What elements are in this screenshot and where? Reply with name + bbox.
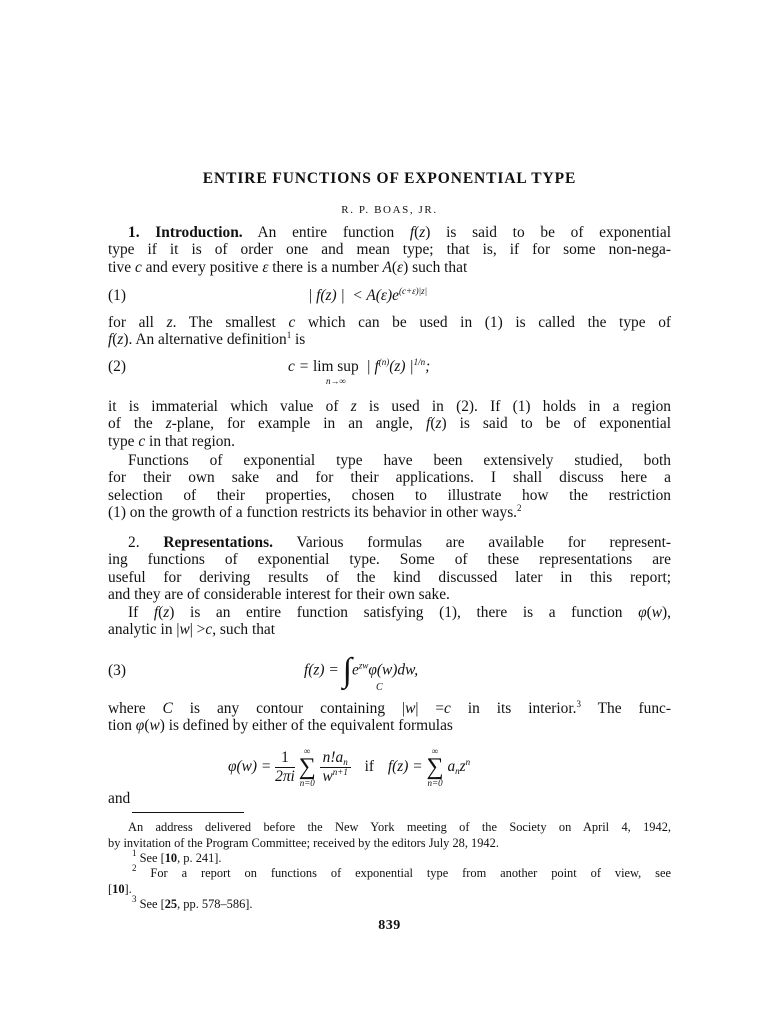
text-line: An address delivered before the New York meeting of the Society on April 4, 1942,: [128, 820, 671, 834]
and-text: and: [108, 790, 131, 807]
text-line: analytic in |w| >c, such that: [108, 621, 276, 639]
summation: ∞ ∑ n=0: [426, 746, 444, 788]
equation-number: (2): [108, 358, 126, 375]
footnote-rule: [132, 812, 244, 813]
page-number: 839: [378, 918, 401, 933]
text-line: it is immaterial which value of z is used in (2). If (1) holds in a region: [108, 398, 671, 415]
author-line: R. P. BOAS, JR.: [341, 204, 438, 216]
text-line: useful for deriving results of the kind discussed later in this report;: [108, 568, 671, 586]
fraction: $\frac{1}{2\pi i}$: [275, 748, 295, 785]
equation-body: φ(w) = $\frac{1}{2\pi i}$ ∞ ∑ n=0 $\frac{n!a_n}{w^{n+1}}$ if f(z) = ∞ ∑ n=0 $a_nz^n$: [228, 746, 471, 788]
text-line: selection of their properties, chosen to illustrate how the restriction: [108, 486, 671, 504]
equation-number: (3): [108, 662, 126, 679]
text-line: of the z-plane, for example in an angle, f(z) is said to be of exponential: [108, 415, 672, 433]
text-line: 2. Representations. Various formulas are available for represent-: [128, 534, 671, 551]
text-line: by invitation of the Program Committee; received by the editors July 28, 1942.: [108, 835, 499, 850]
text-line: ing functions of exponential type. Some of these representations are: [108, 551, 671, 569]
footnote-2: [108, 863, 671, 897]
footnote-1: [108, 848, 671, 867]
text-line: Functions of exponential type have been extensively studied, both: [128, 452, 671, 469]
paragraph-type-definition: [108, 314, 671, 349]
text-line: type if it is of order one and mean type; that is, if for some non-nega-: [108, 241, 671, 259]
footnote-3: [108, 894, 671, 913]
footnote-address: [108, 820, 671, 851]
text-line: where C is any contour containing |w| =c in its interior.$^3$ The func-: [108, 699, 671, 717]
text-line: 1. Introduction. An entire function f(z) is said to be of exponential: [128, 224, 671, 241]
equation-number: (1): [108, 287, 126, 304]
paper-title: ENTIRE FUNCTIONS OF EXPONENTIAL TYPE: [202, 170, 577, 187]
text-line: for all z. The smallest c which can be used in (1) is called the type of: [108, 314, 672, 331]
text-line: type c in that region.: [108, 432, 235, 450]
equation-body: c = lim sup | $f^{(n)}(z)$ $|^{1/n}$;: [288, 357, 431, 375]
text-line: for their own sake and for their applications. I shall discuss here a: [108, 469, 671, 487]
text-line: tion φ(w) is defined by either of the equivalent formulas: [108, 717, 453, 735]
section-1-introduction: [108, 224, 671, 276]
text-line: and they are of considerable interest for their own sake.: [108, 586, 450, 604]
text-line: $^3$ See [25, pp. 578–586].: [132, 894, 253, 911]
paragraph-contour: [108, 700, 671, 735]
text-line: $^1$ See [10, p. 241].: [132, 848, 222, 865]
text-line: (1) on the growth of a function restricts its behavior in other ways.$^2$: [108, 503, 522, 522]
paragraph-borel: [108, 604, 671, 639]
section-2-representations: [108, 534, 671, 604]
contour-label: C: [376, 682, 383, 693]
equation-body: $f(z) = \int e^{zw}\varphi(w)dw$,: [304, 652, 419, 689]
paragraph-motivation: [108, 452, 671, 522]
text-line: [10].: [108, 881, 132, 896]
paper-page: [108, 0, 671, 1024]
text-line: If f(z) is an entire function satisfying (1), there is a function φ(w),: [128, 604, 671, 621]
equation-3: [108, 648, 671, 696]
equation-4: [108, 746, 671, 790]
summation: ∞ ∑ n=0: [298, 746, 316, 788]
limit-subscript: n→∞: [326, 376, 346, 386]
equation-body: | f(z) | < $A(\varepsilon)e^{(c+\varepsilon)|z|}$: [308, 286, 428, 304]
paragraph-region: [108, 398, 671, 450]
equation-1: [108, 287, 671, 307]
text-line: $^2$ For a report on functions of exponential type from another point of view, see: [132, 863, 671, 880]
text-line: f(z). An alternative definition$^1$ is: [108, 330, 306, 349]
fraction: $\frac{n!a_n}{w^{n+1}}$: [320, 749, 351, 786]
text-line: tive c and every positive ε there is a number A(ε) such that: [108, 258, 468, 276]
equation-2: [108, 358, 671, 386]
